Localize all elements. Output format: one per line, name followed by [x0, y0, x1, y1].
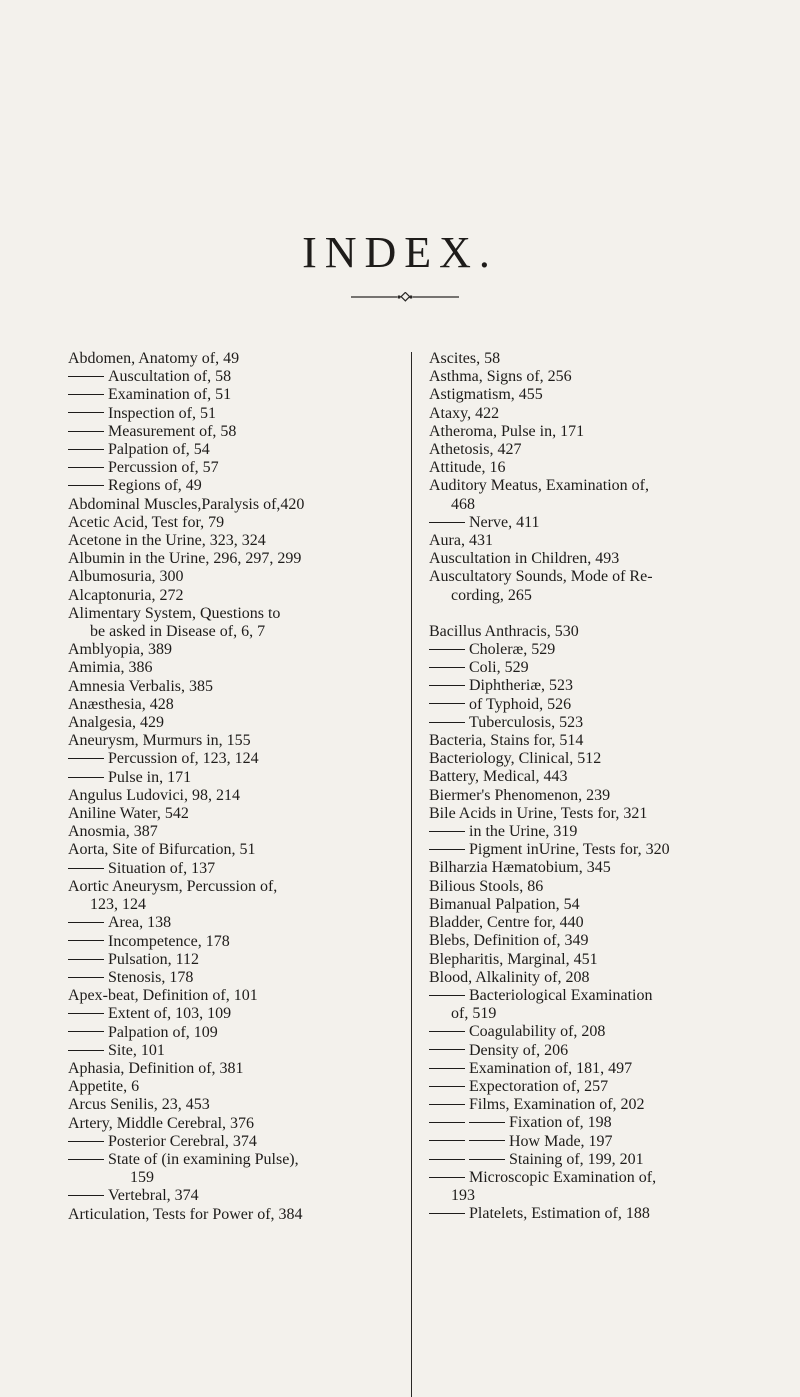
- index-entry-text: Extent of, 103, 109: [108, 1005, 232, 1023]
- index-entry: [68, 550, 423, 568]
- index-entry-text: Artery, Middle Cerebral, 376: [68, 1114, 255, 1132]
- index-entry: [429, 405, 789, 423]
- index-entry-text: Battery, Medical, 443: [429, 768, 568, 786]
- index-entry-text: Anæsthesia, 428: [68, 695, 174, 713]
- index-entry-text: Amblyopia, 389: [68, 641, 172, 659]
- index-entry-text: Expectoration of, 257: [469, 1077, 609, 1095]
- index-entry-text: Incompetence, 178: [108, 932, 230, 950]
- ditto-dash: [429, 1140, 465, 1141]
- index-entry-text: Albumin in the Urine, 296, 297, 299: [68, 550, 302, 568]
- index-subentry: [429, 1060, 789, 1078]
- index-entry-text: Blepharitis, Marginal, 451: [429, 950, 598, 968]
- index-entry: [68, 350, 423, 368]
- index-subentry: [429, 641, 789, 659]
- ditto-dash: [429, 1031, 465, 1032]
- index-subsubentry: [429, 1151, 789, 1169]
- index-entry: [429, 386, 789, 404]
- index-entry-text: Bile Acids in Urine, Tests for, 321: [429, 804, 648, 822]
- index-entry: [429, 459, 789, 477]
- index-entry: [429, 932, 789, 950]
- index-entry: [68, 1096, 423, 1114]
- ditto-dash: [68, 777, 104, 778]
- index-entry: [68, 532, 423, 550]
- index-entry-text: Athetosis, 427: [429, 441, 522, 459]
- index-entry: [68, 1115, 423, 1133]
- ditto-dash: [429, 849, 465, 850]
- ditto-dash: [68, 394, 104, 395]
- index-entry: [68, 605, 423, 623]
- index-entry-text: Density of, 206: [469, 1041, 569, 1059]
- ditto-dash: [429, 522, 465, 523]
- index-subentry: [68, 969, 423, 987]
- index-entry-continuation: [429, 587, 789, 605]
- index-entry-text: Examination of, 181, 497: [469, 1059, 633, 1077]
- index-entry-text: Articulation, Tests for Power of, 384: [68, 1205, 303, 1223]
- index-entry-text: Abdominal Muscles,Paralysis of,420: [68, 495, 305, 513]
- index-entry-continuation: [68, 623, 423, 641]
- index-subsubentry: [429, 1114, 789, 1132]
- index-entry: [68, 823, 423, 841]
- ditto-dash: [68, 922, 104, 923]
- index-entry: [429, 878, 789, 896]
- index-entry-text: in the Urine, 319: [469, 823, 578, 841]
- index-entry-text: Aphasia, Definition of, 381: [68, 1059, 244, 1077]
- section-gap: [429, 605, 789, 623]
- ditto-dash: [68, 758, 104, 759]
- ditto-dash: [68, 1159, 104, 1160]
- index-entry-text: of Typhoid, 526: [469, 695, 572, 713]
- index-entry: [429, 550, 789, 568]
- index-subentry: [68, 459, 423, 477]
- index-entry: [429, 896, 789, 914]
- index-entry: [68, 878, 423, 896]
- ditto-dash: [68, 1013, 104, 1014]
- index-entry: [68, 1060, 423, 1078]
- index-entry: [429, 787, 789, 805]
- index-subentry: [429, 1096, 789, 1114]
- index-subentry: [68, 1133, 423, 1151]
- index-entry: [429, 568, 789, 586]
- index-entry-continuation: [429, 496, 789, 514]
- index-entry-text: Auscultation of, 58: [108, 368, 232, 386]
- index-entry-text: How Made, 197: [509, 1132, 613, 1150]
- ditto-dash: [68, 940, 104, 941]
- ditto-dash: [429, 1177, 465, 1178]
- index-subentry: [429, 1205, 789, 1223]
- ditto-dash: [469, 1159, 505, 1160]
- index-entry-text: Posterior Cerebral, 374: [108, 1132, 257, 1150]
- index-entry-text: Ataxy, 422: [429, 404, 500, 422]
- index-subentry: [68, 860, 423, 878]
- ditto-dash: [429, 667, 465, 668]
- ditto-dash: [68, 431, 104, 432]
- index-entry-text: Astigmatism, 455: [429, 386, 543, 404]
- index-entry-text: Stenosis, 178: [108, 968, 194, 986]
- index-entry-text: Arcus Senilis, 23, 453: [68, 1096, 210, 1114]
- index-subentry: [429, 714, 789, 732]
- index-subentry: [68, 405, 423, 423]
- index-entry-text: Tuberculosis, 523: [469, 713, 584, 731]
- index-entry-text: Abdomen, Anatomy of, 49: [68, 350, 240, 367]
- ditto-dash: [429, 1159, 465, 1160]
- index-subentry: [68, 769, 423, 787]
- ditto-dash: [429, 1086, 465, 1087]
- index-entry-text: Fixation of, 198: [509, 1114, 612, 1132]
- index-entry: [429, 768, 789, 786]
- index-entry-text: Situation of, 137: [108, 859, 216, 877]
- ditto-dash: [469, 1122, 505, 1123]
- index-subentry: [68, 750, 423, 768]
- index-subentry: [68, 951, 423, 969]
- index-entry-text: Aura, 431: [429, 532, 493, 550]
- index-subentry: [429, 1169, 789, 1187]
- index-entry-text: Blood, Alkalinity of, 208: [429, 968, 590, 986]
- index-entry-text: Aniline Water, 542: [68, 805, 189, 823]
- index-entry-text: 123, 124: [90, 896, 146, 914]
- index-entry-text: 159: [130, 1169, 154, 1187]
- index-entry-text: Percussion of, 123, 124: [108, 750, 259, 768]
- index-entry-text: Percussion of, 57: [108, 459, 219, 477]
- index-entry-text: Bimanual Palpation, 54: [429, 895, 580, 913]
- index-entry: [68, 496, 423, 514]
- ditto-dash: [429, 831, 465, 832]
- index-entry: [68, 805, 423, 823]
- index-entry-text: Diphtheriæ, 523: [469, 677, 573, 695]
- index-entry-text: Anosmia, 387: [68, 823, 158, 841]
- ditto-dash: [429, 1122, 465, 1123]
- ditto-dash: [68, 485, 104, 486]
- ditto-dash: [429, 1068, 465, 1069]
- ditto-dash: [68, 868, 104, 869]
- index-entry-text: Alimentary System, Questions to: [68, 604, 281, 622]
- index-entry-text: Bacillus Anthracis, 530: [429, 622, 579, 640]
- ditto-dash: [429, 1049, 465, 1050]
- index-subentry: [68, 933, 423, 951]
- index-entry-text: Staining of, 199, 201: [509, 1150, 644, 1168]
- index-subentry: [68, 477, 423, 495]
- index-entry: [429, 805, 789, 823]
- index-entry-text: Site, 101: [108, 1041, 165, 1059]
- index-entry-text: Bladder, Centre for, 440: [429, 914, 584, 932]
- index-entry-text: Coagulability of, 208: [469, 1023, 606, 1041]
- index-entry-text: Amnesia Verbalis, 385: [68, 677, 214, 695]
- index-entry-text: Films, Examination of, 202: [469, 1096, 645, 1114]
- index-entry-text: Bacteria, Stains for, 514: [429, 732, 584, 750]
- index-entry: [68, 659, 423, 677]
- index-entry: [68, 696, 423, 714]
- index-entry-text: Pulse in, 171: [108, 768, 192, 786]
- index-entry-text: Appetite, 6: [68, 1078, 140, 1096]
- index-entry-text: Choleræ, 529: [469, 641, 556, 659]
- index-entry: [429, 914, 789, 932]
- index-entry-text: Amimia, 386: [68, 659, 153, 677]
- index-entry-text: Auscultation in Children, 493: [429, 550, 620, 568]
- index-entry: [429, 623, 789, 641]
- index-entry: [68, 641, 423, 659]
- index-entry: [429, 368, 789, 386]
- index-entry-text: Auditory Meatus, Examination of,: [429, 477, 649, 495]
- index-entry-text: Examination of, 51: [108, 386, 232, 404]
- index-subentry: [429, 514, 789, 532]
- index-subentry: [68, 1151, 423, 1169]
- ditto-dash: [429, 722, 465, 723]
- ditto-dash: [68, 977, 104, 978]
- index-subentry: [429, 823, 789, 841]
- index-entry: [68, 714, 423, 732]
- index-entry-text: Bilious Stools, 86: [429, 877, 544, 895]
- index-entry-text: Alcaptonuria, 272: [68, 586, 184, 604]
- ditto-dash: [429, 703, 465, 704]
- index-entry: [429, 532, 789, 550]
- index-subentry: [68, 1042, 423, 1060]
- ditto-dash: [68, 959, 104, 960]
- title-ornament: [351, 292, 459, 302]
- index-entry-text: Bacteriological Examination: [469, 986, 653, 1004]
- ditto-dash: [68, 1050, 104, 1051]
- index-entry: [429, 423, 789, 441]
- index-entry-text: Angulus Ludovici, 98, 214: [68, 786, 240, 804]
- ditto-dash: [429, 649, 465, 650]
- index-entry-text: Analgesia, 429: [68, 714, 164, 732]
- index-entry: [68, 841, 423, 859]
- index-entry: [68, 787, 423, 805]
- index-entry-text: of, 519: [451, 1005, 497, 1023]
- index-entry-text: Vertebral, 374: [108, 1187, 199, 1205]
- index-entry-continuation: [429, 1187, 789, 1205]
- index-entry-continuation: [68, 896, 423, 914]
- index-entry: [68, 1078, 423, 1096]
- index-entry-text: Ascites, 58: [429, 350, 501, 367]
- ditto-dash: [68, 376, 104, 377]
- ditto-dash: [429, 1213, 465, 1214]
- index-subentry: [68, 1005, 423, 1023]
- index-subentry: [68, 1187, 423, 1205]
- index-subentry: [429, 659, 789, 677]
- index-entry: [68, 568, 423, 586]
- index-subentry: [429, 841, 789, 859]
- index-entry-text: Inspection of, 51: [108, 404, 216, 422]
- index-subentry: [68, 914, 423, 932]
- index-entry-text: Coli, 529: [469, 659, 529, 677]
- index-subsubentry: [429, 1133, 789, 1151]
- index-entry-continuation: [68, 1169, 423, 1187]
- index-entry-text: cording, 265: [451, 586, 532, 604]
- page-title: INDEX.: [302, 228, 498, 277]
- ditto-dash: [68, 412, 104, 413]
- index-entry: [429, 441, 789, 459]
- index-entry-text: Apex-beat, Definition of, 101: [68, 987, 258, 1005]
- index-entry-text: Biermer's Phenomenon, 239: [429, 786, 611, 804]
- ditto-dash: [429, 995, 465, 996]
- index-entry: [68, 514, 423, 532]
- index-entry: [68, 987, 423, 1005]
- index-subentry: [429, 696, 789, 714]
- index-entry-continuation: [429, 1005, 789, 1023]
- index-entry-text: Attitude, 16: [429, 459, 506, 477]
- index-subentry: [429, 677, 789, 695]
- index-entry-text: Pulsation, 112: [108, 950, 199, 968]
- index-entry-text: Measurement of, 58: [108, 422, 237, 440]
- index-entry: [429, 350, 789, 368]
- index-subentry: [429, 987, 789, 1005]
- index-entry-text: Nerve, 411: [469, 513, 540, 531]
- index-entry-text: Pigment inUrine, Tests for, 320: [469, 841, 670, 859]
- index-entry-text: 468: [451, 495, 475, 513]
- index-subentry: [68, 423, 423, 441]
- index-entry-text: Palpation of, 54: [108, 441, 210, 459]
- index-entry-text: Regions of, 49: [108, 477, 202, 495]
- index-entry: [429, 750, 789, 768]
- index-entry: [429, 732, 789, 750]
- index-entry-text: Aortic Aneurysm, Percussion of,: [68, 877, 278, 895]
- index-entry: [68, 587, 423, 605]
- index-subentry: [68, 386, 423, 404]
- index-entry-text: Aneurysm, Murmurs in, 155: [68, 732, 251, 750]
- index-entry-text: Acetic Acid, Test for, 79: [68, 513, 225, 531]
- index-entry-text: Albumosuria, 300: [68, 568, 184, 586]
- index-entry-text: Auscultatory Sounds, Mode of Re-: [429, 568, 653, 586]
- index-entry-text: Microscopic Examination of,: [469, 1168, 657, 1186]
- ditto-dash: [469, 1140, 505, 1141]
- ditto-dash: [429, 1104, 465, 1105]
- index-entry-text: Palpation of, 109: [108, 1023, 218, 1041]
- index-subentry: [429, 1078, 789, 1096]
- ditto-dash: [68, 1031, 104, 1032]
- index-entry: [68, 678, 423, 696]
- index-entry-text: 193: [451, 1187, 475, 1205]
- index-entry-text: Atheroma, Pulse in, 171: [429, 422, 585, 440]
- index-subentry: [429, 1023, 789, 1041]
- index-column-right: [429, 350, 789, 1224]
- index-entry-text: be asked in Disease of, 6, 7: [90, 623, 266, 641]
- ditto-dash: [68, 1141, 104, 1142]
- index-subentry: [68, 368, 423, 386]
- index-entry: [429, 477, 789, 495]
- ditto-dash: [68, 449, 104, 450]
- ditto-dash: [68, 1195, 104, 1196]
- index-subentry: [68, 441, 423, 459]
- index-entry-text: Area, 138: [108, 914, 172, 932]
- index-column-left: [68, 350, 423, 1224]
- index-entry: [68, 1206, 423, 1224]
- ditto-dash: [429, 685, 465, 686]
- index-entry-text: Platelets, Estimation of, 188: [469, 1205, 650, 1223]
- index-entry: [429, 951, 789, 969]
- index-entry: [429, 969, 789, 987]
- index-subentry: [429, 1042, 789, 1060]
- index-entry-text: Aorta, Site of Bifurcation, 51: [68, 841, 256, 859]
- index-entry-text: Asthma, Signs of, 256: [429, 368, 572, 386]
- index-entry-text: State of (in examining Pulse),: [108, 1150, 299, 1168]
- index-entry: [68, 732, 423, 750]
- index-subentry: [68, 1024, 423, 1042]
- column-divider: [411, 352, 412, 1397]
- index-entry-text: Acetone in the Urine, 323, 324: [68, 532, 266, 550]
- index-entry-text: Blebs, Definition of, 349: [429, 932, 589, 950]
- ditto-dash: [68, 467, 104, 468]
- index-entry-text: Bacteriology, Clinical, 512: [429, 750, 602, 768]
- index-entry: [429, 859, 789, 877]
- index-entry-text: Bilharzia Hæmatobium, 345: [429, 859, 611, 877]
